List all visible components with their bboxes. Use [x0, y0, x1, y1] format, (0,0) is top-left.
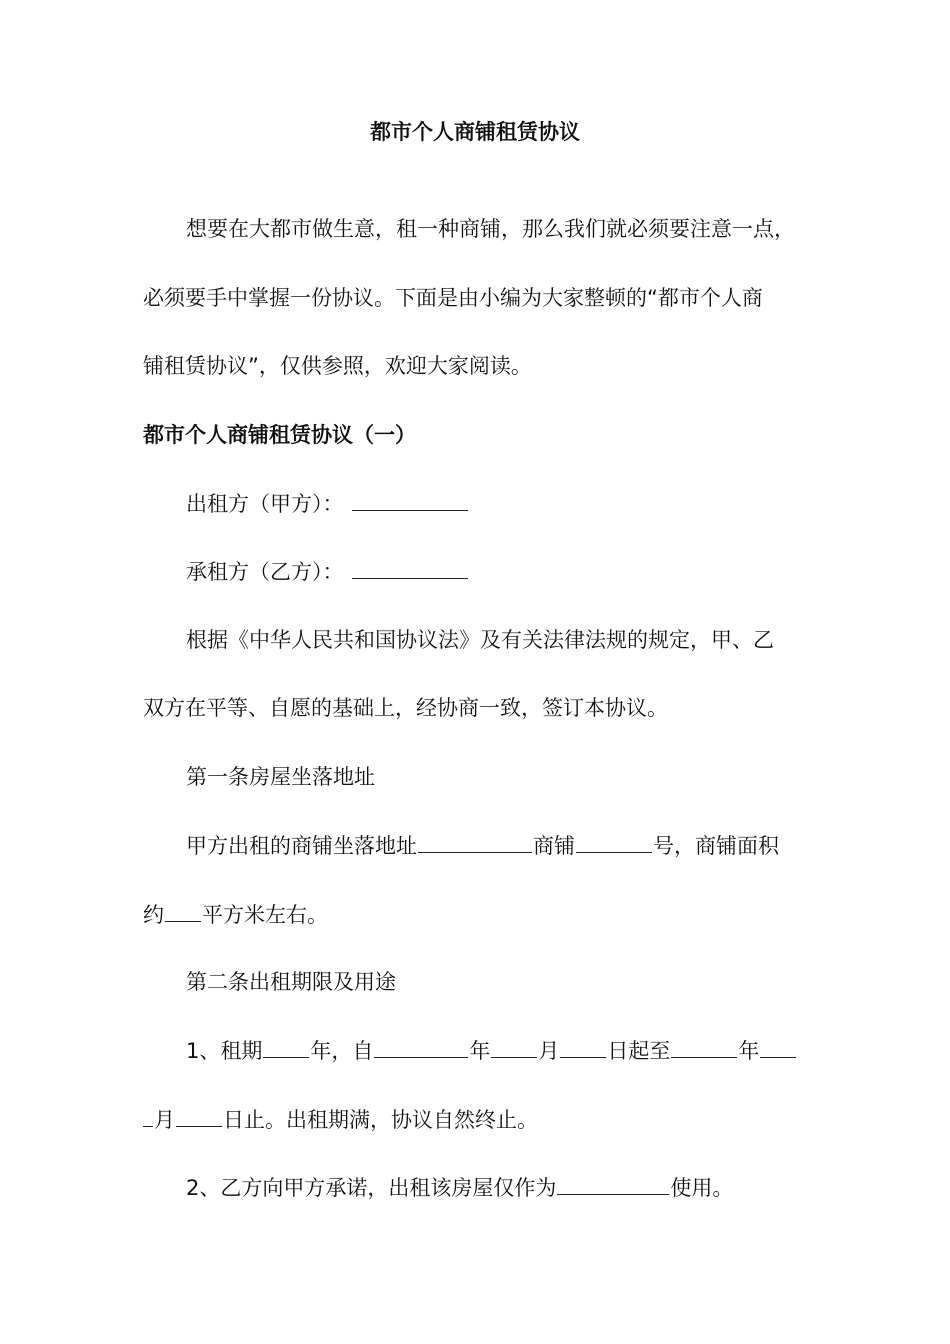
day-until-label: 日起至	[607, 1039, 671, 1063]
article1-heading: 第一条房屋坐落地址	[186, 765, 375, 789]
article2-item2	[186, 1172, 733, 1202]
article2-item1-line-1	[186, 1035, 797, 1065]
shop-label: 商铺	[533, 834, 575, 858]
use-blank	[557, 1172, 669, 1195]
month-label: 月	[538, 1039, 560, 1063]
start-day-blank	[560, 1035, 606, 1058]
end-day-blank	[176, 1104, 222, 1127]
lessee-blank	[352, 556, 468, 579]
end-month-blank-a	[760, 1035, 796, 1058]
address-label: 甲方出租的商铺坐落地址	[186, 834, 417, 858]
article1-line-2	[143, 899, 328, 929]
start-year-blank	[374, 1035, 468, 1058]
section-heading: 都市个人商铺租赁协议（一）	[143, 423, 416, 447]
shop-number-blank	[576, 830, 652, 853]
sqm-label: 平方米左右。	[202, 903, 328, 927]
lessor-line	[186, 488, 469, 518]
use-suffix: 使用。	[670, 1176, 734, 1200]
lessee-line	[186, 556, 469, 586]
intro-line-2: 必须要手中掌握一份协议。下面是由小编为大家整顿的“都市个人商	[143, 286, 763, 310]
end-day-label: 日止。出租期满，协议自然终止。	[223, 1108, 538, 1132]
use-label: 2、乙方向甲方承诺，出租该房屋仅作为	[186, 1176, 557, 1200]
area-blank	[165, 899, 201, 922]
intro-line-1: 想要在大都市做生意，租一种商铺，那么我们就必须要注意一点，	[186, 217, 795, 241]
end-month-blank-b	[143, 1104, 153, 1127]
basis-line-2: 双方在平等、自愿的基础上，经协商一致，签订本协议。	[143, 696, 668, 720]
article1-line-1	[186, 830, 779, 860]
basis-line-1: 根据《中华人民共和国协议法》及有关法律法规的规定，甲、乙	[186, 628, 774, 652]
term-label: 1、租期	[186, 1039, 263, 1063]
article2-item1-line-2	[143, 1104, 538, 1134]
term-years-blank	[263, 1035, 309, 1058]
intro-line-3: 铺租赁协议”，仅供参照，欢迎大家阅读。	[143, 354, 532, 378]
end-year-label: 年	[738, 1039, 760, 1063]
end-month-label: 月	[154, 1108, 175, 1132]
lessor-blank	[352, 488, 468, 511]
lessor-label: 出租方（甲方）：	[186, 492, 344, 516]
from-label: 年，自	[310, 1039, 374, 1063]
area-label: 号，商铺面积	[653, 834, 779, 858]
lessee-label: 承租方（乙方）：	[186, 560, 344, 584]
approx-label: 约	[143, 903, 164, 927]
end-year-blank	[671, 1035, 737, 1058]
year-label: 年	[469, 1039, 491, 1063]
article2-heading: 第二条出租期限及用途	[186, 970, 396, 994]
document-title: 都市个人商铺租赁协议	[370, 120, 580, 144]
start-month-blank	[491, 1035, 537, 1058]
address-blank	[418, 830, 532, 853]
